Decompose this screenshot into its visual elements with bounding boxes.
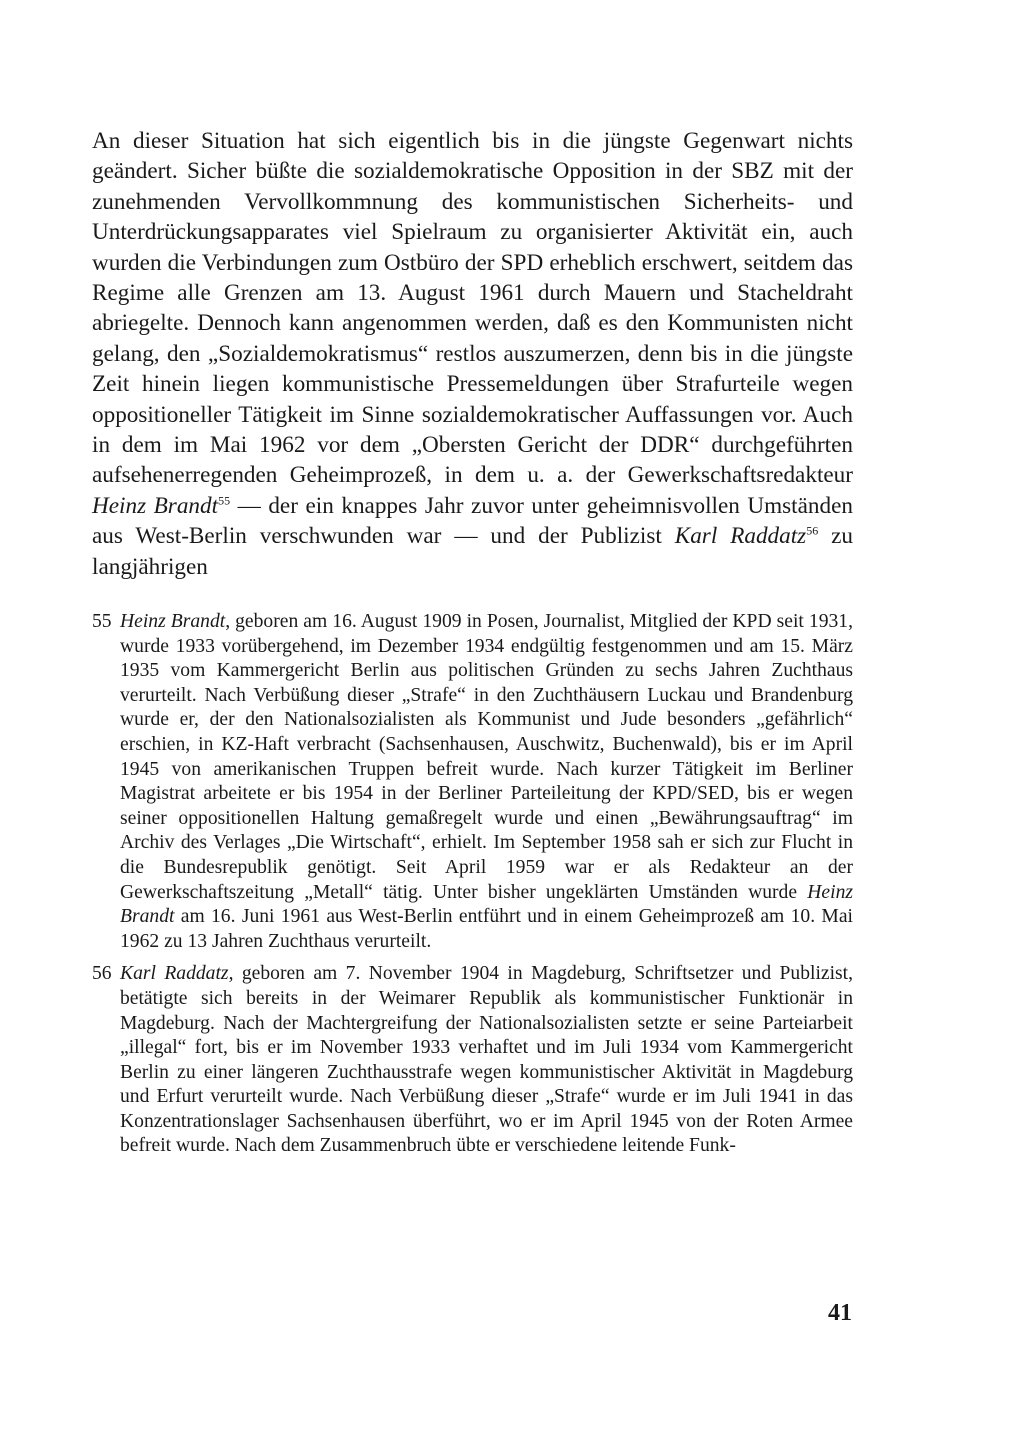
footnote-number: 56 [92, 963, 112, 985]
footnote-person-name: Karl Raddatz [120, 963, 229, 985]
footnote-ref-56[interactable]: 56 [806, 523, 819, 538]
footnote-ref-55[interactable]: 55 [218, 493, 231, 508]
page-number: 41 [828, 1300, 852, 1326]
footnote-55 [92, 610, 853, 954]
footnote-text: , geboren am 7. November 1904 in Magdeburg, Schriftsetzer und Publizist, betätigte sich bereits in der Weimarer Republik als kommunistischer Funktionär in Magdeburg. Nach der Machtergreifung der Nationalsozialisten setzte er seine Parteiarbeit „illegal“ fort, bis er im November 1933 verhaftet und im Juli 1934 vom Kammergericht Berlin zu einer längeren Zuchthausstrafe wegen kommunistischer Aktivität in Magdeburg und Erfurt verurteilt wurde. Nach Verbüßung dieser „Strafe“ wurde er im Juli 1941 in das Konzentrationslager Sachsenhausen überführt, wo er im April 1945 von der Roten Armee befreit wurde. Nach dem Zusammenbruch übte er verschiedene leitende Funk- [120, 963, 853, 1157]
footnote-56 [92, 962, 853, 1159]
main-paragraph [92, 126, 853, 582]
main-text-segment-3: zu langjährigen [92, 523, 854, 580]
main-text-segment-2: — der ein knappes Jahr zuvor unter geheimnisvollen Umständen aus West-Berlin verschwunden war — und der Publizist [92, 492, 853, 550]
footnote-person-name-repeat: Heinz Brandt [120, 881, 853, 928]
footnote-text-end: am 16. Juni 1961 aus West-Berlin entführt und in einem Geheimprozeß am 10. Mai 1962 zu 13 Jahren Zuchthaus verurteilt. [120, 906, 853, 952]
footnote-number: 55 [92, 611, 112, 632]
main-text-segment-1: An dieser Situation hat sich eigentlich bis in die jüngste Gegenwart nichts geändert. Sicher büßte die sozialdemokratische Opposition in der SBZ mit der zunehmenden Vervollkommnung des kommunistischen Sicherheits- und Unterdrückungsapparates viel Spielraum zu organisierter Aktivität ein, auch wurden die Verbindungen zum Ostbüro der SPD erheblich erschwert, seitdem das Regime alle Grenzen am 13. August 1961 durch Mauern und Stacheldraht abriegelte. Dennoch kann angenommen werden, daß es den Kommunisten nicht gelang, den „Sozialdemokratismus“ restlos auszumerzen, denn bis in die jüngste Zeit hinein liegen kommunistische Pressemeldungen über Strafurteile wegen oppositioneller Tätigkeit im Sinne sozialdemokratischer Auffassungen vor. Auch in dem im Mai 1962 vor dem „Obersten Gericht der DDR“ durchgeführten aufsehenerregenden Geheimprozeß, in dem u. a. der Gewerkschaftsredakteur [92, 128, 853, 489]
footnote-text: , geboren am 16. August 1909 in Posen, Journalist, Mitglied der KPD seit 1931, wurde 1933 vorübergehend, im Dezember 1934 endgültig festgenommen und am 15. März 1935 vom Kammergericht Berlin aus politischen Gründen zu sechs Jahren Zuchthaus verurteilt. Nach Verbüßung dieser „Strafe“ in den Zuchthäusern Luckau und Brandenburg wurde er, der den Nationalsozialisten als Kommunist und Jude besonders „gefährlich“ erschien, in KZ-Haft verbracht (Sachsenhausen, Auschwitz, Buchenwald), bis er im April 1945 von amerikanischen Truppen befreit wurde. Nach kurzer Tätigkeit im Berliner Magistrat arbeitete er bis 1954 in der Berliner Parteileitung der KPD/SED, bis er wegen seiner oppositionellen Haltung gemaßregelt wurde und einen „Bewährungsauftrag“ im Archiv des Verlages „Die Wirtschaft“, erhielt. Im September 1958 sah er sich zur Flucht in die Bundesrepublik genötigt. Seit April 1959 war er als Redakteur an der Gewerkschaftszeitung „Metall“ tätig. Unter bisher ungeklärten Umständen wurde [120, 611, 853, 903]
footnotes [92, 610, 853, 1159]
footnote-person-name: Heinz Brandt [120, 611, 226, 632]
person-name-karl-raddatz: Karl Raddatz [674, 523, 807, 550]
person-name-heinz-brandt: Heinz Brandt [92, 492, 219, 519]
